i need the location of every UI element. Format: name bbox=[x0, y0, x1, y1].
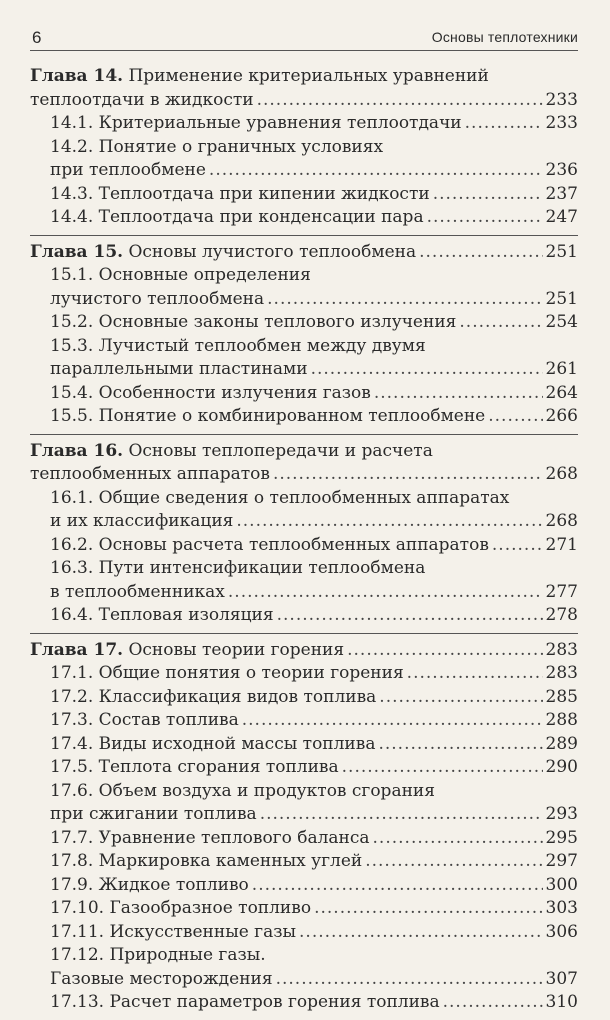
dot-leader bbox=[314, 897, 542, 921]
chapter-title: Основы теплопередачи и расчета bbox=[123, 440, 433, 461]
toc-entry-text: и их классификация bbox=[50, 511, 234, 531]
dot-leader bbox=[347, 639, 542, 663]
dot-leader bbox=[228, 581, 543, 605]
toc-line bbox=[30, 463, 578, 487]
toc-line bbox=[30, 264, 578, 288]
toc-page-number: 283 bbox=[545, 663, 578, 683]
toc-entry-text: 15.1. Основные определения bbox=[50, 265, 311, 285]
toc-entry-text: 17.6. Объем воздуха и продуктов сгорания bbox=[50, 780, 435, 801]
toc-entry-text: теплообменных аппаратов bbox=[30, 464, 270, 484]
chapter-heading bbox=[30, 441, 433, 461]
dot-leader bbox=[379, 686, 542, 710]
toc-page-number: 237 bbox=[545, 183, 578, 204]
toc-line bbox=[30, 358, 578, 382]
chapter-label: Глава 14. bbox=[30, 66, 124, 86]
table-of-contents bbox=[30, 60, 578, 1020]
toc-line bbox=[30, 850, 578, 874]
toc-line bbox=[30, 991, 578, 1015]
toc-page-number: 290 bbox=[545, 757, 578, 777]
toc-line bbox=[30, 639, 578, 663]
dot-leader bbox=[373, 827, 543, 851]
toc-page-number: 277 bbox=[545, 581, 578, 602]
toc-page-number: 266 bbox=[545, 406, 578, 426]
toc-line bbox=[30, 827, 578, 851]
toc-line bbox=[30, 440, 578, 464]
dot-leader bbox=[209, 159, 543, 183]
toc-page-number: 303 bbox=[545, 898, 578, 918]
toc-chapter bbox=[30, 634, 578, 1020]
dot-leader bbox=[433, 183, 543, 207]
toc-page-number: 236 bbox=[545, 160, 578, 180]
toc-page-number: 254 bbox=[545, 312, 578, 332]
toc-entry-text: 17.9. Жидкое топливо bbox=[50, 874, 249, 895]
toc-line bbox=[30, 241, 578, 265]
toc-line bbox=[30, 686, 578, 710]
toc-page-number: 268 bbox=[545, 511, 578, 531]
dot-leader bbox=[273, 463, 543, 487]
toc-line bbox=[30, 335, 578, 359]
toc-entry-text: 17.1. Общие понятия о теории горения bbox=[50, 663, 404, 683]
dot-leader bbox=[365, 850, 542, 874]
toc-page-number: 293 bbox=[545, 804, 578, 824]
toc-line bbox=[30, 112, 578, 136]
toc-entry-text: параллельными пластинами bbox=[50, 359, 308, 379]
toc-entry-text: 17.2. Классификация видов топлива bbox=[50, 686, 377, 707]
toc-page-number: 285 bbox=[545, 686, 578, 707]
toc-line bbox=[30, 534, 578, 558]
toc-page-number: 283 bbox=[545, 639, 578, 660]
toc-line bbox=[30, 557, 578, 581]
toc-chapter bbox=[30, 435, 578, 634]
toc-entry-text: 17.11. Искусственные газы bbox=[50, 921, 297, 942]
toc-chapter bbox=[30, 60, 578, 236]
toc-line bbox=[30, 183, 578, 207]
chapter-title: Основы теории горения bbox=[123, 639, 345, 660]
toc-line bbox=[30, 288, 578, 312]
toc-entry-text: 15.2. Основные законы теплового излучения bbox=[50, 312, 457, 332]
toc-page-number: 310 bbox=[545, 992, 578, 1012]
dot-leader bbox=[252, 874, 543, 898]
toc-line bbox=[30, 733, 578, 757]
toc-line bbox=[30, 581, 578, 605]
toc-entry-text: лучистого теплообмена bbox=[50, 288, 265, 309]
toc-line bbox=[30, 510, 578, 534]
dot-leader bbox=[311, 358, 543, 382]
chapter-heading bbox=[30, 639, 344, 663]
running-title: Основы теплотехники bbox=[431, 29, 578, 45]
toc-entry-text: 14.4. Теплоотдача при конденсации пара bbox=[50, 207, 424, 227]
dot-leader bbox=[407, 662, 543, 686]
toc-line bbox=[30, 756, 578, 780]
toc-line bbox=[30, 897, 578, 921]
toc-entry-text: 17.8. Маркировка каменных углей bbox=[50, 851, 363, 871]
toc-entry-text: 14.3. Теплоотдача при кипении жидкости bbox=[50, 183, 430, 204]
chapter-label: Глава 15. bbox=[30, 241, 124, 262]
toc-entry-text: 16.3. Пути интенсификации теплообмена bbox=[50, 558, 426, 578]
toc-line bbox=[30, 382, 578, 406]
toc-entry-text: 17.4. Виды исходной массы топлива bbox=[50, 733, 376, 754]
dot-leader bbox=[342, 756, 543, 780]
toc-page-number: 306 bbox=[545, 921, 578, 942]
toc-line bbox=[30, 662, 578, 686]
toc-entry-text: Газовые месторождения bbox=[50, 968, 273, 989]
dot-leader bbox=[276, 968, 543, 992]
toc-line bbox=[30, 136, 578, 160]
page-number: 6 bbox=[32, 28, 42, 47]
toc-entry-text: 17.3. Состав топлива bbox=[50, 710, 239, 730]
toc-page-number: 278 bbox=[545, 605, 578, 625]
dot-leader bbox=[267, 288, 542, 312]
toc-page-number: 233 bbox=[545, 113, 578, 133]
toc-page-number: 264 bbox=[545, 382, 578, 403]
dot-leader bbox=[236, 510, 542, 534]
toc-page-number: 233 bbox=[545, 89, 578, 110]
dot-leader bbox=[260, 803, 543, 827]
dot-leader bbox=[492, 534, 543, 558]
dot-leader bbox=[374, 382, 543, 406]
dot-leader bbox=[459, 311, 542, 335]
toc-page-number: 247 bbox=[545, 207, 578, 227]
dot-leader bbox=[242, 709, 543, 733]
toc-line bbox=[30, 604, 578, 628]
toc-line bbox=[30, 206, 578, 230]
toc-entry-text: 14.1. Критериальные уравнения теплоотдачи bbox=[50, 113, 462, 133]
chapter-label: Глава 17. bbox=[30, 639, 124, 660]
toc-page-number: 297 bbox=[545, 851, 578, 871]
toc-line bbox=[30, 803, 578, 827]
toc-page-number: 307 bbox=[545, 968, 578, 989]
toc-chapter bbox=[30, 236, 578, 435]
toc-entry-text: в теплообменниках bbox=[50, 581, 225, 602]
toc-line bbox=[30, 405, 578, 429]
toc-entry-text: 16.4. Тепловая изоляция bbox=[50, 605, 274, 625]
chapter-title: Основы лучистого теплообмена bbox=[123, 241, 417, 262]
chapter-heading bbox=[30, 66, 489, 86]
chapter-label: Глава 16. bbox=[30, 440, 124, 461]
toc-page-number: 251 bbox=[545, 241, 578, 262]
toc-entry-text: 17.12. Природные газы. bbox=[50, 945, 266, 965]
dot-leader bbox=[443, 991, 543, 1015]
dot-leader bbox=[465, 112, 543, 136]
chapter-heading bbox=[30, 241, 416, 265]
toc-line bbox=[30, 311, 578, 335]
toc-page-number: 288 bbox=[545, 710, 578, 730]
chapter-title: Применение критериальных уравнений bbox=[123, 66, 489, 86]
toc-entry-text: 17.5. Теплота сгорания топлива bbox=[50, 757, 339, 777]
toc-line bbox=[30, 159, 578, 183]
toc-line bbox=[30, 89, 578, 113]
toc-line bbox=[30, 780, 578, 804]
dot-leader bbox=[488, 405, 542, 429]
toc-entry-text: 15.5. Понятие о комбинированном теплообмене bbox=[50, 406, 486, 426]
toc-line bbox=[30, 487, 578, 511]
toc-entry-text: 17.13. Расчет параметров горения топлива bbox=[50, 992, 440, 1012]
toc-line bbox=[30, 709, 578, 733]
toc-entry-text: 17.10. Газообразное топливо bbox=[50, 898, 312, 918]
dot-leader bbox=[378, 733, 542, 757]
toc-entry-text: при сжигании топлива bbox=[50, 804, 257, 824]
toc-entry-text: 15.3. Лучистый теплообмен между двумя bbox=[50, 335, 426, 356]
dot-leader bbox=[419, 241, 542, 265]
toc-line bbox=[30, 968, 578, 992]
toc-entry-text: теплоотдачи в жидкости bbox=[30, 89, 254, 110]
toc-page-number: 289 bbox=[545, 733, 578, 754]
toc-page-number: 251 bbox=[545, 288, 578, 309]
dot-leader bbox=[277, 604, 543, 628]
toc-entry-text: 14.2. Понятие о граничных условиях bbox=[50, 136, 384, 157]
page-header bbox=[30, 20, 578, 51]
dot-leader bbox=[299, 921, 543, 945]
toc-entry-text: 16.2. Основы расчета теплообменных аппаратов bbox=[50, 534, 489, 555]
dot-leader bbox=[427, 206, 543, 230]
toc-line bbox=[30, 874, 578, 898]
toc-page-number: 261 bbox=[545, 359, 578, 379]
toc-page-number: 300 bbox=[545, 874, 578, 895]
toc-entry-text: 16.1. Общие сведения о теплообменных аппаратах bbox=[50, 487, 510, 508]
dot-leader bbox=[257, 89, 543, 113]
toc-line bbox=[30, 65, 578, 89]
toc-line bbox=[30, 944, 578, 968]
toc-page-number: 271 bbox=[545, 534, 578, 555]
toc-entry-text: при теплообмене bbox=[50, 160, 206, 180]
toc-page-number: 295 bbox=[545, 827, 578, 848]
toc-entry-text: 15.4. Особенности излучения газов bbox=[50, 382, 371, 403]
toc-line bbox=[30, 921, 578, 945]
toc-entry-text: 17.7. Уравнение теплового баланса bbox=[50, 827, 370, 848]
toc-page-number: 268 bbox=[545, 464, 578, 484]
